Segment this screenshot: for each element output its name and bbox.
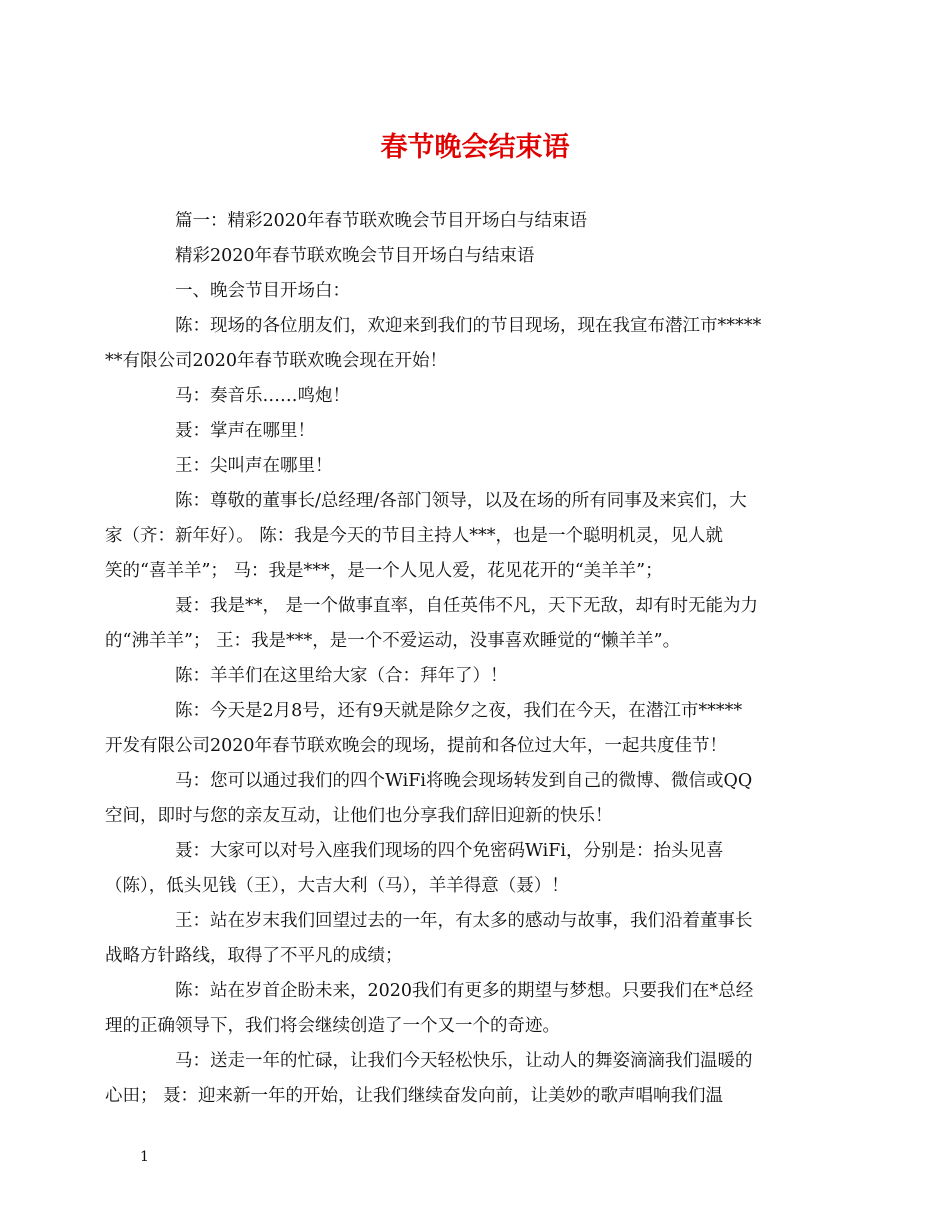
paragraph (140, 239, 812, 274)
text-line: 理的正确领导下，我们将会继续创造了一个又一个的奇迹。 (105, 1016, 560, 1036)
text-line: 陈：今天是2月8号，还有9天就是除夕之夜，我们在今天，在潜江市***** (175, 701, 743, 721)
text-line: 聂：大家可以对号入座我们现场的四个免密码WiFi，分别是：抬头见喜 (175, 841, 724, 861)
text-line: 心田； 聂：迎来新一年的开始，让我们继续奋发向前，让美妙的歌声唱响我们温 (105, 1086, 724, 1106)
text-line: 陈：站在岁首企盼未来，2020我们有更多的期望与梦想。只要我们在*总经 (175, 981, 754, 1001)
paragraph (105, 484, 812, 589)
paragraph (140, 659, 812, 694)
page-number: 1 (140, 1149, 149, 1165)
text-line: 马：奏音乐……鸣炮！ (175, 386, 350, 406)
paragraph (140, 414, 812, 449)
text-line: 王：站在岁末我们回望过去的一年，有太多的感动与故事，我们沿着董事长 (175, 911, 753, 931)
text-line: （陈），低头见钱（王），大吉大利（马），羊羊得意（聂）！ (105, 876, 569, 896)
paragraph (105, 974, 812, 1044)
text-line: 篇一：精彩2020年春节联欢晚会节目开场白与结束语 (175, 211, 588, 231)
paragraph (105, 694, 812, 764)
document-body (105, 204, 812, 1114)
text-line: 马：送走一年的忙碌，让我们今天轻松快乐，让动人的舞姿滴滴我们温暖的 (175, 1051, 753, 1071)
text-line: 的“沸羊羊”； 王：我是***，是一个不爱运动，没事喜欢睡觉的“懒羊羊”。 (105, 631, 681, 651)
paragraph (140, 274, 812, 309)
text-line: 战略方针路线，取得了不平凡的成绩； (105, 946, 403, 966)
document-title: 春节晚会结束语 (380, 132, 570, 163)
text-line: 马：您可以通过我们的四个WiFi将晚会现场转发到自己的微博、微信或QQ (175, 771, 753, 791)
paragraph (105, 904, 812, 974)
paragraph (105, 764, 812, 834)
paragraph (105, 589, 812, 659)
text-line: 聂：掌声在哪里！ (175, 421, 315, 441)
paragraph (140, 379, 812, 414)
text-line: 王：尖叫声在哪里！ (175, 456, 333, 476)
paragraph (105, 834, 812, 904)
text-line: 聂：我是**， 是一个做事直率，自任英伟不凡，天下无敌，却有时无能为力 (175, 596, 759, 616)
text-line: **有限公司2020年春节联欢晚会现在开始！ (105, 351, 448, 371)
paragraph (105, 309, 812, 379)
text-line: 陈：羊羊们在这里给大家（合：拜年了）！ (175, 666, 508, 686)
text-line: 精彩2020年春节联欢晚会节目开场白与结束语 (175, 246, 535, 266)
paragraph (140, 204, 812, 239)
text-line: 空间，即时与您的亲友互动，让他们也分享我们辞旧迎新的快乐！ (105, 806, 613, 826)
paragraph (140, 449, 812, 484)
text-line: 家（齐：新年好）。 陈：我是今天的节目主持人***，也是一个聪明机灵，见人就 (105, 526, 724, 546)
text-line: 陈：尊敬的董事长/总经理/各部门领导，以及在场的所有同事及来宾们，大 (175, 491, 747, 511)
text-line: 开发有限公司2020年春节联欢晚会的现场，提前和各位过大年，一起共度佳节！ (105, 736, 728, 756)
text-line: 笑的“喜羊羊”； 马：我是***，是一个人见人爱，花见花开的“美羊羊”； (105, 561, 663, 581)
text-line: 一、晚会节目开场白： (175, 281, 350, 301)
paragraph (105, 1044, 812, 1114)
text-line: 陈：现场的各位朋友们，欢迎来到我们的节目现场，现在我宣布潜江市***** (175, 316, 762, 336)
